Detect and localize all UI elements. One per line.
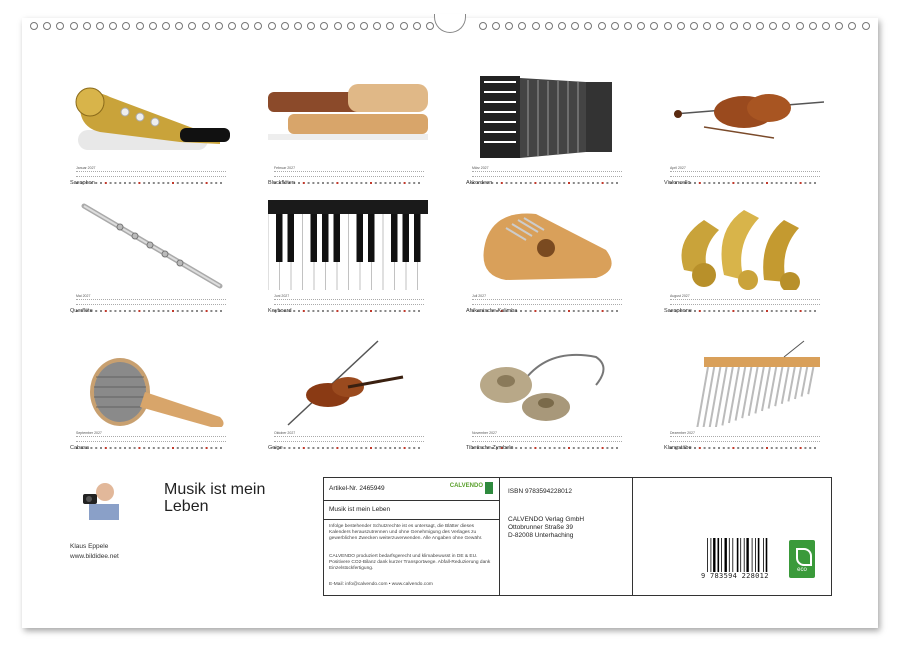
month-caption: Tibetische Zymbeln [466, 445, 514, 451]
tibetische-zymbeln-image [466, 337, 626, 427]
author-name: Klaus Eppele [70, 543, 109, 550]
month-cell-january [70, 72, 230, 197]
keyboard-image [268, 200, 428, 290]
month-caption: Geige [268, 445, 283, 451]
binding-ring [228, 22, 236, 30]
month-label: April 2027 [670, 166, 686, 170]
calvendo-logo-mark [485, 482, 493, 494]
publisher-street: Ottobrunner Straße 39 [508, 524, 574, 531]
barcode-digits: 9 783594 228012 [701, 572, 769, 580]
month-cell-september [70, 337, 230, 462]
binding-ring [386, 22, 394, 30]
article-number: Artikel-Nr. 2465949 [329, 485, 385, 492]
binding-ring [730, 22, 738, 30]
binding-ring [492, 22, 500, 30]
binding-ring [479, 22, 487, 30]
binding-ring [202, 22, 210, 30]
klangstaebe-image [664, 337, 824, 427]
binding-ring [30, 22, 38, 30]
querfloete-image [70, 200, 230, 290]
info-column-legal [324, 478, 500, 595]
binding-ring [598, 22, 606, 30]
day-strip [274, 436, 424, 442]
day-strip [76, 299, 226, 305]
binding-ring [96, 22, 104, 30]
month-caption: Saxophone [664, 308, 692, 314]
title-line-2: Leben [164, 498, 209, 515]
month-label: September 2027 [76, 431, 102, 435]
month-cell-july [466, 200, 626, 325]
day-strip [76, 171, 226, 177]
info-column-publisher [500, 478, 633, 595]
day-strip [274, 171, 424, 177]
info-column-barcode [633, 478, 831, 595]
binding-ring [426, 22, 434, 30]
month-caption: Keyboard [268, 308, 292, 314]
binding-ring [624, 22, 632, 30]
month-cell-may [70, 200, 230, 325]
month-label: Oktober 2027 [274, 431, 296, 435]
binding-ring [56, 22, 64, 30]
binding-ring [677, 22, 685, 30]
binding-ring [136, 22, 144, 30]
binding-ring [782, 22, 790, 30]
publisher-name: CALVENDO Verlag GmbH [508, 516, 585, 523]
author-info [70, 542, 119, 562]
legal-text: Infolge bestehender Schutzrechte ist es untersagt, die Blätter dieses Kalenders herauszutrennen und ohne Genehmigung des Verlages zu gewerblichen Zwecken weiterzuverwenden. Alle Angaben ohne Gewähr. [329, 524, 483, 541]
binding-ring [796, 22, 804, 30]
binding-ring [611, 22, 619, 30]
violoncello-image [664, 72, 824, 162]
binding-ring [545, 22, 553, 30]
binding-ring [518, 22, 526, 30]
eco-label: eco [797, 567, 807, 573]
binding-ring [822, 22, 830, 30]
month-label: Februar 2027 [274, 166, 296, 170]
month-cell-august [664, 200, 824, 325]
binding-ring [109, 22, 117, 30]
binding-ring [268, 22, 276, 30]
day-strip [670, 436, 820, 442]
blockfloeten-image [268, 72, 428, 162]
binding-ring [215, 22, 223, 30]
author-website: www.bildidee.net [70, 553, 119, 560]
title-row [324, 501, 499, 520]
month-label: Mai 2027 [76, 294, 91, 298]
binding-ring [281, 22, 289, 30]
month-label: März 2027 [472, 166, 489, 170]
month-label: Dezember 2027 [670, 431, 695, 435]
binding-ring [558, 22, 566, 30]
month-caption: Violoncello [664, 180, 691, 186]
akkordeon-image [466, 72, 626, 162]
month-cell-march [466, 72, 626, 197]
binding-ring [413, 22, 421, 30]
binding-ring [809, 22, 817, 30]
day-strip [670, 171, 820, 177]
binding-ring [716, 22, 724, 30]
binding-ring [848, 22, 856, 30]
binding-ring [307, 22, 315, 30]
month-caption: Saxophon [70, 180, 95, 186]
publisher-address [508, 516, 584, 540]
binding-ring [571, 22, 579, 30]
binding-ring [122, 22, 130, 30]
info-title: Musik ist mein Leben [329, 506, 391, 513]
binding-ring [241, 22, 249, 30]
kalimba-image [466, 200, 626, 290]
binding-ring [149, 22, 157, 30]
month-cell-october [268, 337, 428, 462]
binding-ring [70, 22, 78, 30]
binding-ring [703, 22, 711, 30]
binding-ring [373, 22, 381, 30]
binding-ring [743, 22, 751, 30]
binding-ring [334, 22, 342, 30]
cabasa-image [70, 337, 230, 427]
binding-ring [83, 22, 91, 30]
eco-text: CALVENDO produziert bedarfsgerecht und klimabewusst in DE & EU. Positivere CO2-Bilanz dank kurzer Transportwege. Abfall-Reduzierung dank Einzelstückfertigung. [329, 554, 491, 571]
binding-ring [400, 22, 408, 30]
month-caption: Blockflöten [268, 180, 295, 186]
day-strip [274, 299, 424, 305]
isbn: ISBN 9783594228012 [508, 488, 572, 495]
saxophon-image [70, 72, 230, 162]
title-line-1: Musik ist mein [164, 481, 266, 498]
month-label: Januar 2027 [76, 166, 96, 170]
publisher-city: D-82008 Unterhaching [508, 532, 574, 539]
publisher-info-box [323, 477, 832, 596]
month-label: November 2027 [472, 431, 497, 435]
binding-ring [175, 22, 183, 30]
binding-ring [862, 22, 870, 30]
binding-ring [532, 22, 540, 30]
eco-badge [789, 540, 815, 578]
binding-ring [360, 22, 368, 30]
binding-ring [43, 22, 51, 30]
month-label: Juli 2027 [472, 294, 487, 298]
month-cell-february [268, 72, 428, 197]
month-label: August 2027 [670, 294, 690, 298]
contact-line: E-Mail: info@calvendo.com • www.calvendo.com [329, 582, 433, 587]
binding-ring [162, 22, 170, 30]
binding-ring [188, 22, 196, 30]
month-caption: Akkordeon [466, 180, 493, 186]
binding-ring [690, 22, 698, 30]
binding-ring [505, 22, 513, 30]
calendar-title [164, 481, 265, 515]
binding-ring [320, 22, 328, 30]
binding-ring [664, 22, 672, 30]
month-label: Juni 2027 [274, 294, 290, 298]
author-photo [75, 478, 127, 520]
calvendo-logo [445, 482, 493, 496]
day-strip [76, 436, 226, 442]
month-cell-december [664, 337, 824, 462]
binding-ring [637, 22, 645, 30]
month-caption: Cabasa [70, 445, 89, 451]
binding-ring [294, 22, 302, 30]
binding-ring [347, 22, 355, 30]
geige-image [268, 337, 428, 427]
month-cell-november [466, 337, 626, 462]
binding-ring [835, 22, 843, 30]
day-strip [472, 299, 622, 305]
day-strip [670, 299, 820, 305]
binding-ring [650, 22, 658, 30]
day-strip [472, 171, 622, 177]
month-caption: Klangstäbe [664, 445, 692, 451]
day-strip [472, 436, 622, 442]
month-caption: Querflöte [70, 308, 93, 314]
calvendo-logo-text: CALVENDO [449, 483, 483, 489]
binding-ring [254, 22, 262, 30]
article-row [324, 478, 499, 501]
month-cell-april [664, 72, 824, 197]
month-cell-june [268, 200, 428, 325]
binding-ring [769, 22, 777, 30]
binding-ring [756, 22, 764, 30]
month-caption: Afrikanische Kalimba [466, 308, 518, 314]
leaf-icon [796, 548, 812, 566]
saxophone-image [664, 200, 824, 290]
binding-ring [584, 22, 592, 30]
